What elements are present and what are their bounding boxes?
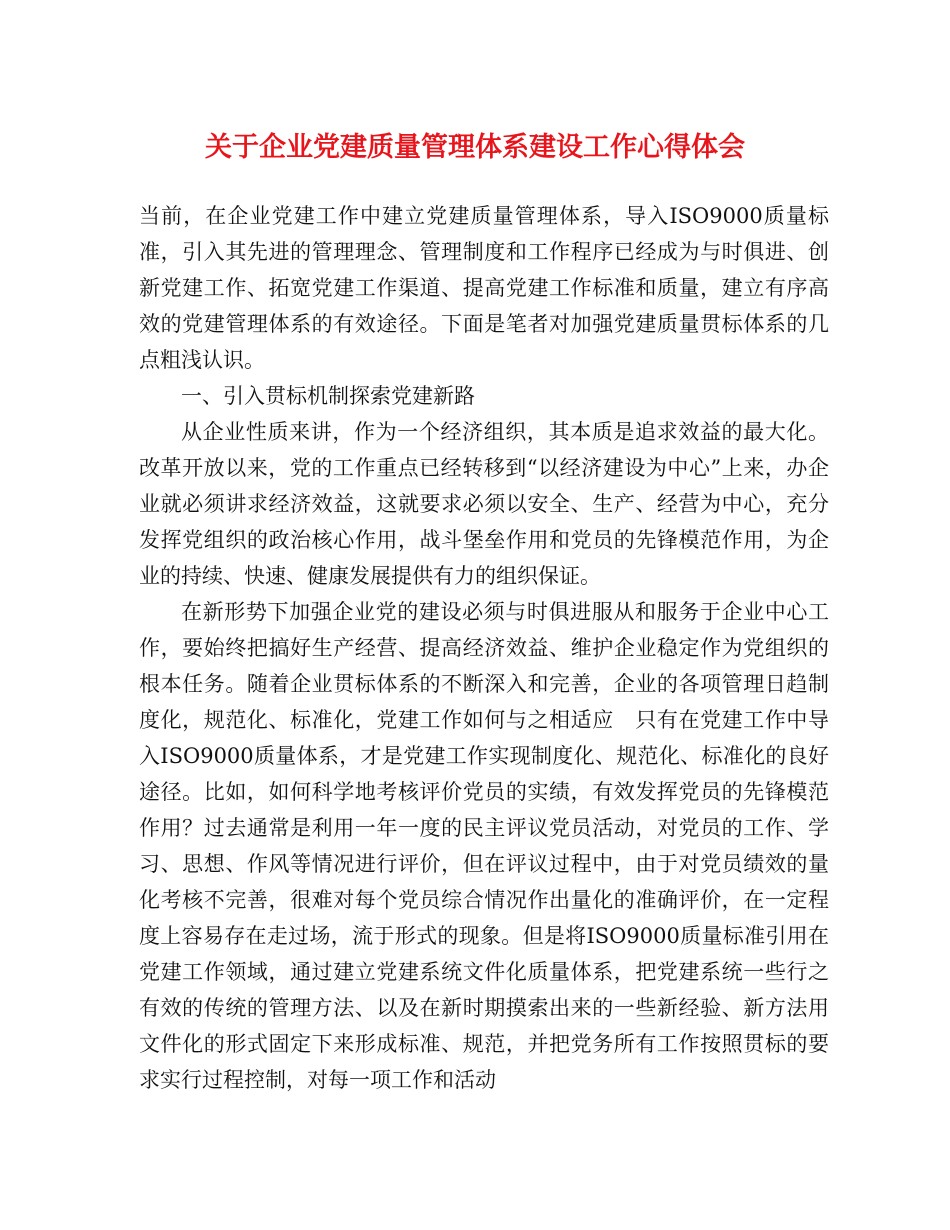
document-body [139,198,829,1098]
paragraph-new-situation: 在新形势下加强企业党的建设必须与时俱进服从和服务于企业中心工作，要始终把搞好生产经营、提高经济效益、维护企业稳定作为党组织的根本任务。随着企业贯标体系的不断深入和完善，企业的各项管理日趋制度化，规范化、标准化，党建工作如何与之相适应 只有在党建工作中导入ISO9000质量体系，才是党建工作实现制度化、规范化、标准化的良好途径。比如，如何科学地考核评价党员的实绩，有效发挥党员的先锋模范作用？过去通常是利用一年一度的民主评议党员活动，对党员的工作、学习、思想、作风等情况进行评价，但在评议过程中，由于对党员绩效的量化考核不完善，很难对每个党员综合情况作出量化的准确评价，在一定程度上容易存在走过场，流于形式的现象。但是将ISO9000质量标准引用在党建工作领域，通过建立党建系统文件化质量体系，把党建系统一些行之有效的传统的管理方法、以及在新时期摸索出来的一些新经验、新方法用文件化的形式固定下来形成标准、规范，并把党务所有工作按照贯标的要求实行过程控制，对每一项工作和活动 [139,600,829,1092]
section-heading-1: 一、引入贯标机制探索党建新路 [181,384,475,408]
paragraph-intro: 当前，在企业党建工作中建立党建质量管理体系，导入ISO9000质量标准，引入其先进的管理理念、管理制度和工作程序已经成为与时俱进、创新党建工作、拓宽党建工作渠道、提高党建工作标准和质量，建立有序高效的党建管理体系的有效途径。下面是笔者对加强党建质量贯标体系的几点粗浅认识。 [139,204,829,372]
paragraph-enterprise-nature: 从企业性质来讲，作为一个经济组织，其本质是追求效益的最大化。改革开放以来，党的工作重点已经转移到“以经济建设为中心”上来，办企业就必须讲求经济效益，这就要求必须以安全、生产、经营为中心，充分发挥党组织的政治核心作用，战斗堡垒作用和党员的先锋模范作用，为企业的持续、快速、健康发展提供有力的组织保证。 [139,420,829,588]
document-title: 关于企业党建质量管理体系建设工作心得体会 [205,132,745,163]
